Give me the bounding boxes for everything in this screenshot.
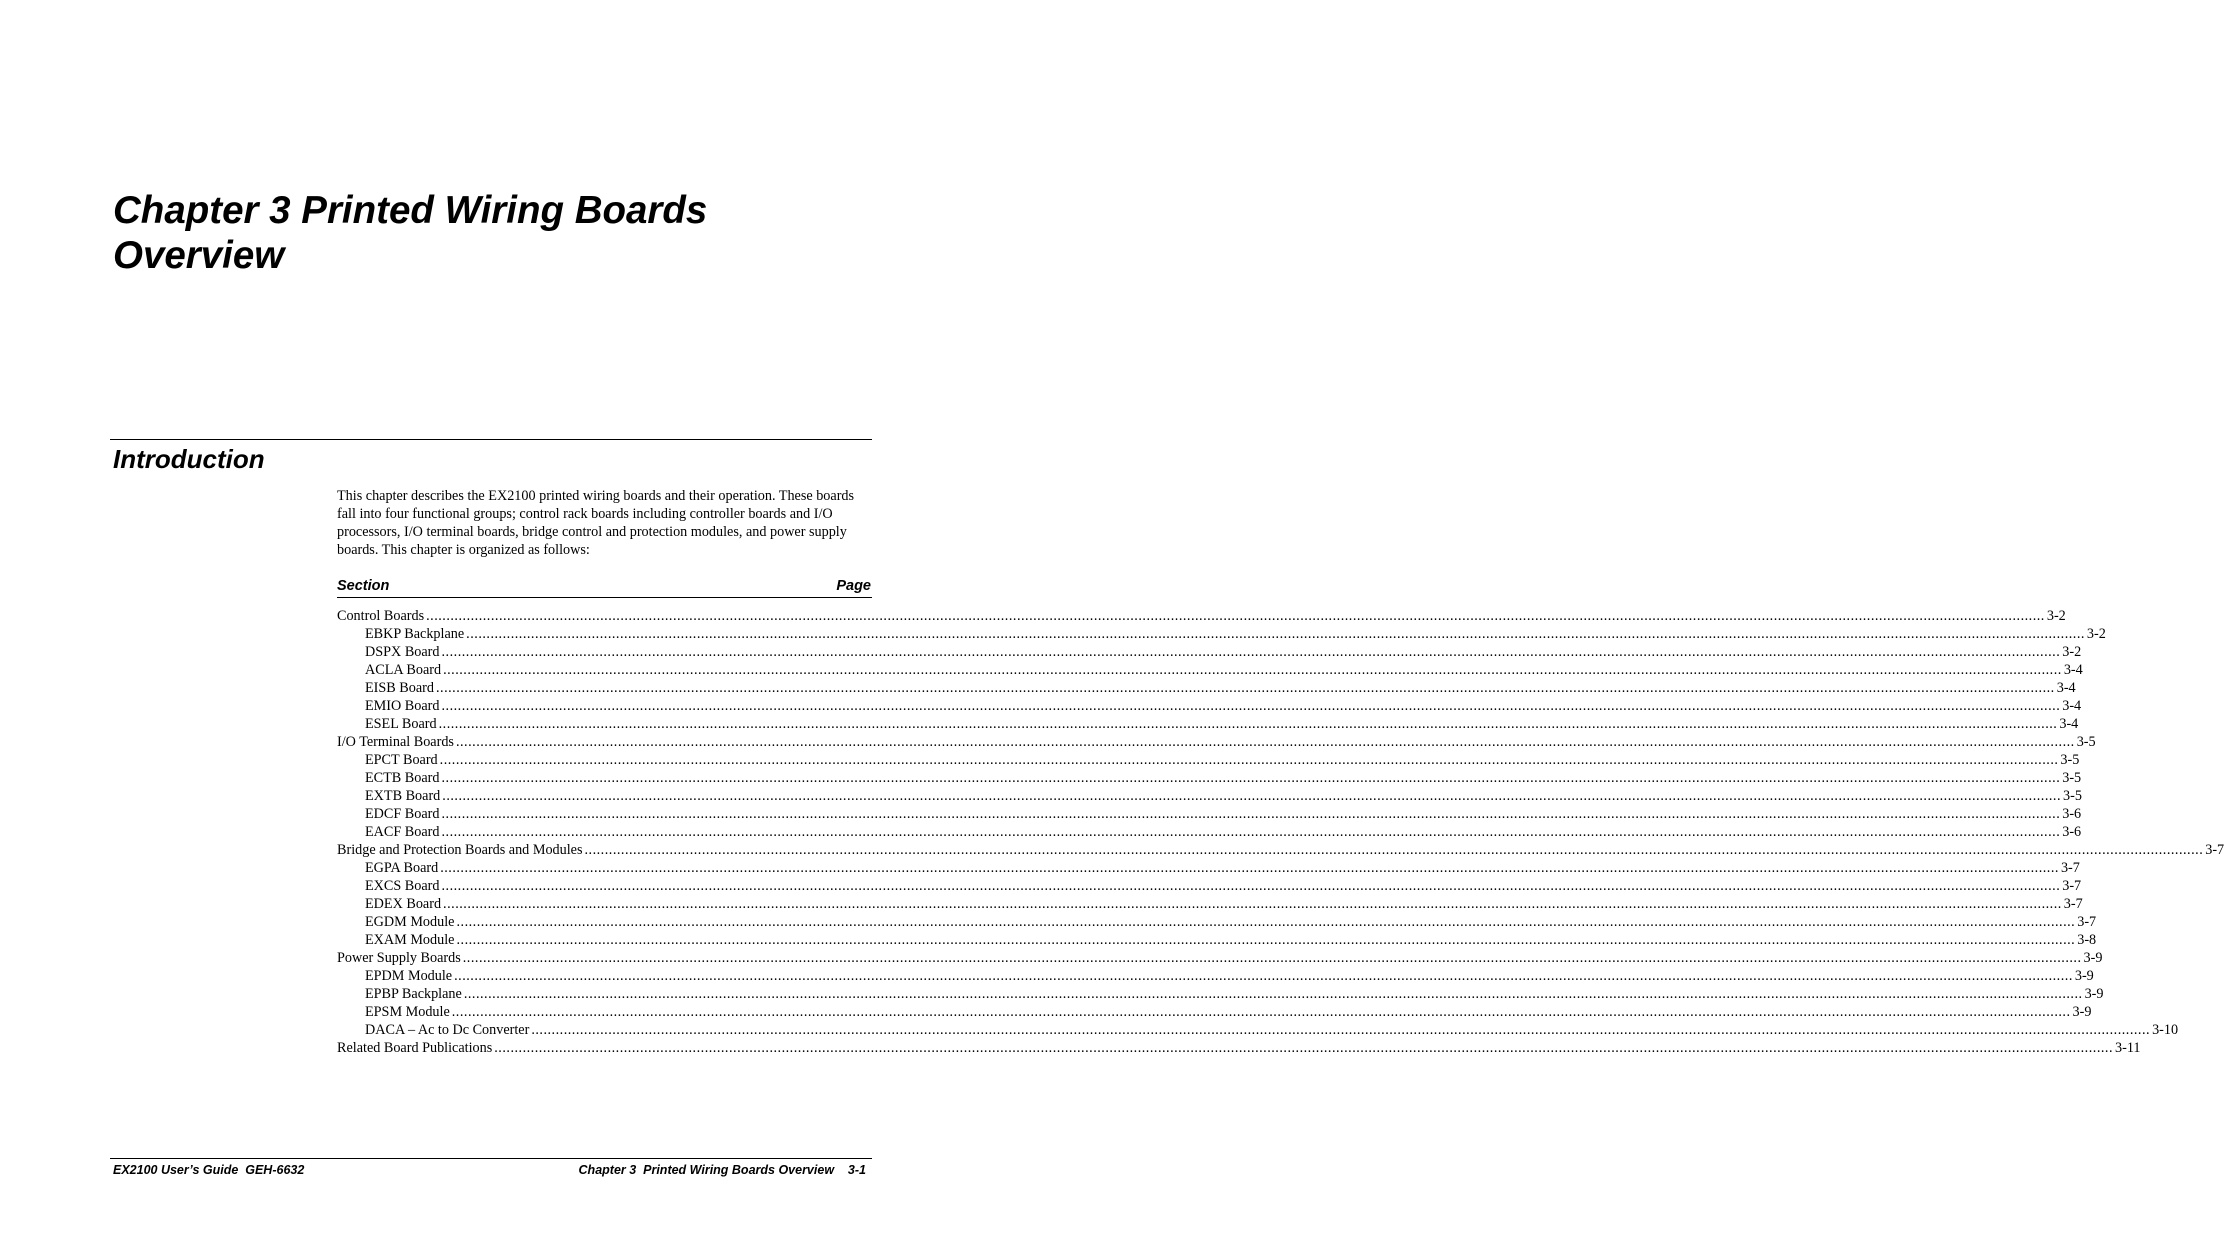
toc-dot-leader: ................................................................................................................................................................................................................................................................................................................................................................................................................ — [441, 644, 2061, 660]
toc-entry-label: EPBP Backplane — [365, 986, 462, 1002]
toc-dot-leader: ................................................................................................................................................................................................................................................................................................................................................................................................................ — [438, 716, 2058, 732]
toc-entry-label: EGPA Board — [365, 860, 439, 876]
toc-entry[interactable] — [337, 805, 2082, 823]
toc-entry-page: 3-7 — [2063, 896, 2083, 912]
toc-entry-label: ECTB Board — [365, 770, 440, 786]
toc-entry[interactable] — [337, 949, 2103, 967]
toc-entry-label: EXTB Board — [365, 788, 441, 804]
toc-entry-label: EBKP Backplane — [365, 626, 465, 642]
toc-entry-page: 3-2 — [2086, 626, 2106, 642]
toc-entry[interactable] — [337, 769, 2082, 787]
toc-entry-page: 3-5 — [2062, 770, 2082, 786]
toc-entry-label: EPSM Module — [365, 1004, 450, 1020]
toc-entry-page: 3-5 — [2063, 788, 2082, 804]
toc-entry-page: 3-7 — [2205, 842, 2224, 858]
toc-entry-label: EPCT Board — [365, 752, 438, 768]
toc-entry-page: 3-7 — [2060, 860, 2080, 876]
toc-entry[interactable] — [337, 607, 2066, 625]
toc-entry[interactable] — [337, 625, 2106, 643]
chapter-title-line-1: Chapter 3 Printed Wiring Boards — [113, 189, 708, 232]
toc-dot-leader: ................................................................................................................................................................................................................................................................................................................................................................................................................ — [441, 806, 2061, 822]
toc-entry-label: EPDM Module — [365, 968, 453, 984]
toc-dot-leader: ................................................................................................................................................................................................................................................................................................................................................................................................................ — [494, 1040, 2113, 1056]
chapter-title — [113, 188, 873, 278]
toc-entry-label: EACF Board — [365, 824, 440, 840]
toc-entry[interactable] — [337, 661, 2083, 679]
toc-dot-leader: ................................................................................................................................................................................................................................................................................................................................................................................................................ — [443, 896, 2062, 912]
toc-entry[interactable] — [337, 913, 2097, 931]
toc-entry-page: 3-9 — [2072, 1004, 2092, 1020]
toc-entry-page: 3-4 — [2056, 680, 2076, 696]
toc-entry-page: 3-5 — [2076, 734, 2096, 750]
toc-entry[interactable] — [337, 985, 2104, 1003]
toc-dot-leader: ................................................................................................................................................................................................................................................................................................................................................................................................................ — [441, 770, 2061, 786]
toc-entry-page: 3-9 — [2084, 986, 2104, 1002]
toc-entry-label: EXAM Module — [365, 932, 455, 948]
toc-entry[interactable] — [337, 841, 2224, 859]
toc-dot-leader: ................................................................................................................................................................................................................................................................................................................................................................................................................ — [456, 932, 2076, 948]
intro-paragraph: This chapter describes the EX2100 printed wiring boards and their operation. These boards fall into four functional groups; control rack boards including controller boards and I/O processors, I/O terminal boards, bridge control and protection modules, and power supply boards. This chapter is organized as follows: — [337, 488, 855, 558]
toc-entry[interactable] — [337, 715, 2079, 733]
toc-dot-leader: ................................................................................................................................................................................................................................................................................................................................................................................................................ — [466, 626, 2085, 642]
toc-entry-page: 3-6 — [2062, 824, 2082, 840]
toc-entry-page: 3-8 — [2077, 932, 2097, 948]
chapter-title-line-2: Overview — [113, 234, 285, 277]
toc-header — [337, 577, 872, 598]
toc-dot-leader: ................................................................................................................................................................................................................................................................................................................................................................................................................ — [463, 986, 2083, 1002]
toc-dot-leader: ................................................................................................................................................................................................................................................................................................................................................................................................................ — [454, 968, 2073, 984]
toc-entry-label: EMIO Board — [365, 698, 440, 714]
toc-entry[interactable] — [337, 823, 2082, 841]
toc-dot-leader: ................................................................................................................................................................................................................................................................................................................................................................................................................ — [440, 860, 2059, 876]
toc-dot-leader: ................................................................................................................................................................................................................................................................................................................................................................................................................ — [451, 1004, 2071, 1020]
toc-entry-label: EISB Board — [365, 680, 434, 696]
toc-dot-leader: ................................................................................................................................................................................................................................................................................................................................................................................................................ — [435, 680, 2055, 696]
toc-header-section: Section — [337, 578, 390, 594]
toc-entry[interactable] — [337, 679, 2076, 697]
toc-entry[interactable] — [337, 643, 2082, 661]
toc-entry-label: DSPX Board — [365, 644, 440, 660]
toc-entry-label: DACA – Ac to Dc Converter — [365, 1022, 530, 1038]
footer-divider — [110, 1158, 872, 1159]
toc-dot-leader: ................................................................................................................................................................................................................................................................................................................................................................................................................ — [462, 950, 2082, 966]
toc-dot-leader: ................................................................................................................................................................................................................................................................................................................................................................................................................ — [442, 788, 2062, 804]
toc-entry[interactable] — [337, 697, 2082, 715]
toc-entry-label: ACLA Board — [365, 662, 442, 678]
toc-entry-label: EGDM Module — [365, 914, 455, 930]
table-of-contents — [337, 607, 2224, 1057]
toc-entry[interactable] — [337, 877, 2082, 895]
toc-dot-leader: ................................................................................................................................................................................................................................................................................................................................................................................................................ — [456, 914, 2076, 930]
toc-entry[interactable] — [337, 1021, 2179, 1039]
section-heading: Introduction — [113, 444, 265, 474]
toc-entry[interactable] — [337, 859, 2080, 877]
toc-entry[interactable] — [337, 1003, 2092, 1021]
toc-entry-page: 3-5 — [2060, 752, 2080, 768]
toc-entry-label: I/O Terminal Boards — [337, 734, 454, 750]
toc-entry-label: Bridge and Protection Boards and Modules — [337, 842, 583, 858]
toc-dot-leader: ................................................................................................................................................................................................................................................................................................................................................................................................................ — [439, 752, 2059, 768]
toc-dot-leader: ................................................................................................................................................................................................................................................................................................................................................................................................................ — [441, 698, 2061, 714]
toc-entry-page: 3-9 — [2074, 968, 2094, 984]
toc-entry-page: 3-4 — [2062, 698, 2082, 714]
toc-entry[interactable] — [337, 967, 2094, 985]
toc-entry-page: 3-6 — [2062, 806, 2082, 822]
toc-entry-page: 3-4 — [2063, 662, 2083, 678]
toc-entry[interactable] — [337, 931, 2097, 949]
toc-entry[interactable] — [337, 1039, 2141, 1057]
toc-dot-leader: ................................................................................................................................................................................................................................................................................................................................................................................................................ — [443, 662, 2062, 678]
toc-entry-page: 3-7 — [2062, 878, 2082, 894]
toc-entry-page: 3-4 — [2059, 716, 2079, 732]
toc-dot-leader: ................................................................................................................................................................................................................................................................................................................................................................................................................ — [531, 1022, 2151, 1038]
toc-entry-page: 3-11 — [2115, 1040, 2141, 1056]
toc-dot-leader: ................................................................................................................................................................................................................................................................................................................................................................................................................ — [455, 734, 2075, 750]
toc-header-page: Page — [836, 578, 871, 594]
toc-entry-label: EXCS Board — [365, 878, 440, 894]
toc-entry-label: ESEL Board — [365, 716, 437, 732]
section-divider — [110, 439, 872, 440]
toc-entry-page: 3-2 — [2046, 608, 2066, 624]
toc-entry[interactable] — [337, 787, 2082, 805]
toc-dot-leader: ................................................................................................................................................................................................................................................................................................................................................................................................................ — [584, 842, 2204, 858]
toc-entry-label: Power Supply Boards — [337, 950, 461, 966]
toc-dot-leader: ................................................................................................................................................................................................................................................................................................................................................................................................................ — [441, 878, 2061, 894]
toc-entry-page: 3-2 — [2062, 644, 2082, 660]
toc-entry-label: EDEX Board — [365, 896, 442, 912]
toc-dot-leader: ................................................................................................................................................................................................................................................................................................................................................................................................................ — [426, 608, 2045, 624]
toc-entry-page: 3-9 — [2083, 950, 2103, 966]
footer-document-title: EX2100 User’s Guide GEH-6632 — [113, 1163, 305, 1177]
toc-entry[interactable] — [337, 895, 2083, 913]
toc-entry-page: 3-7 — [2077, 914, 2097, 930]
footer-chapter-page: Chapter 3 Printed Wiring Boards Overview 3-1 — [578, 1163, 866, 1177]
toc-entry[interactable] — [337, 751, 2080, 769]
toc-entry-label: Control Boards — [337, 608, 425, 624]
toc-entry[interactable] — [337, 733, 2096, 751]
toc-entry-label: EDCF Board — [365, 806, 440, 822]
toc-dot-leader: ................................................................................................................................................................................................................................................................................................................................................................................................................ — [441, 824, 2061, 840]
toc-entry-label: Related Board Publications — [337, 1040, 493, 1056]
toc-entry-page: 3-10 — [2152, 1022, 2179, 1038]
